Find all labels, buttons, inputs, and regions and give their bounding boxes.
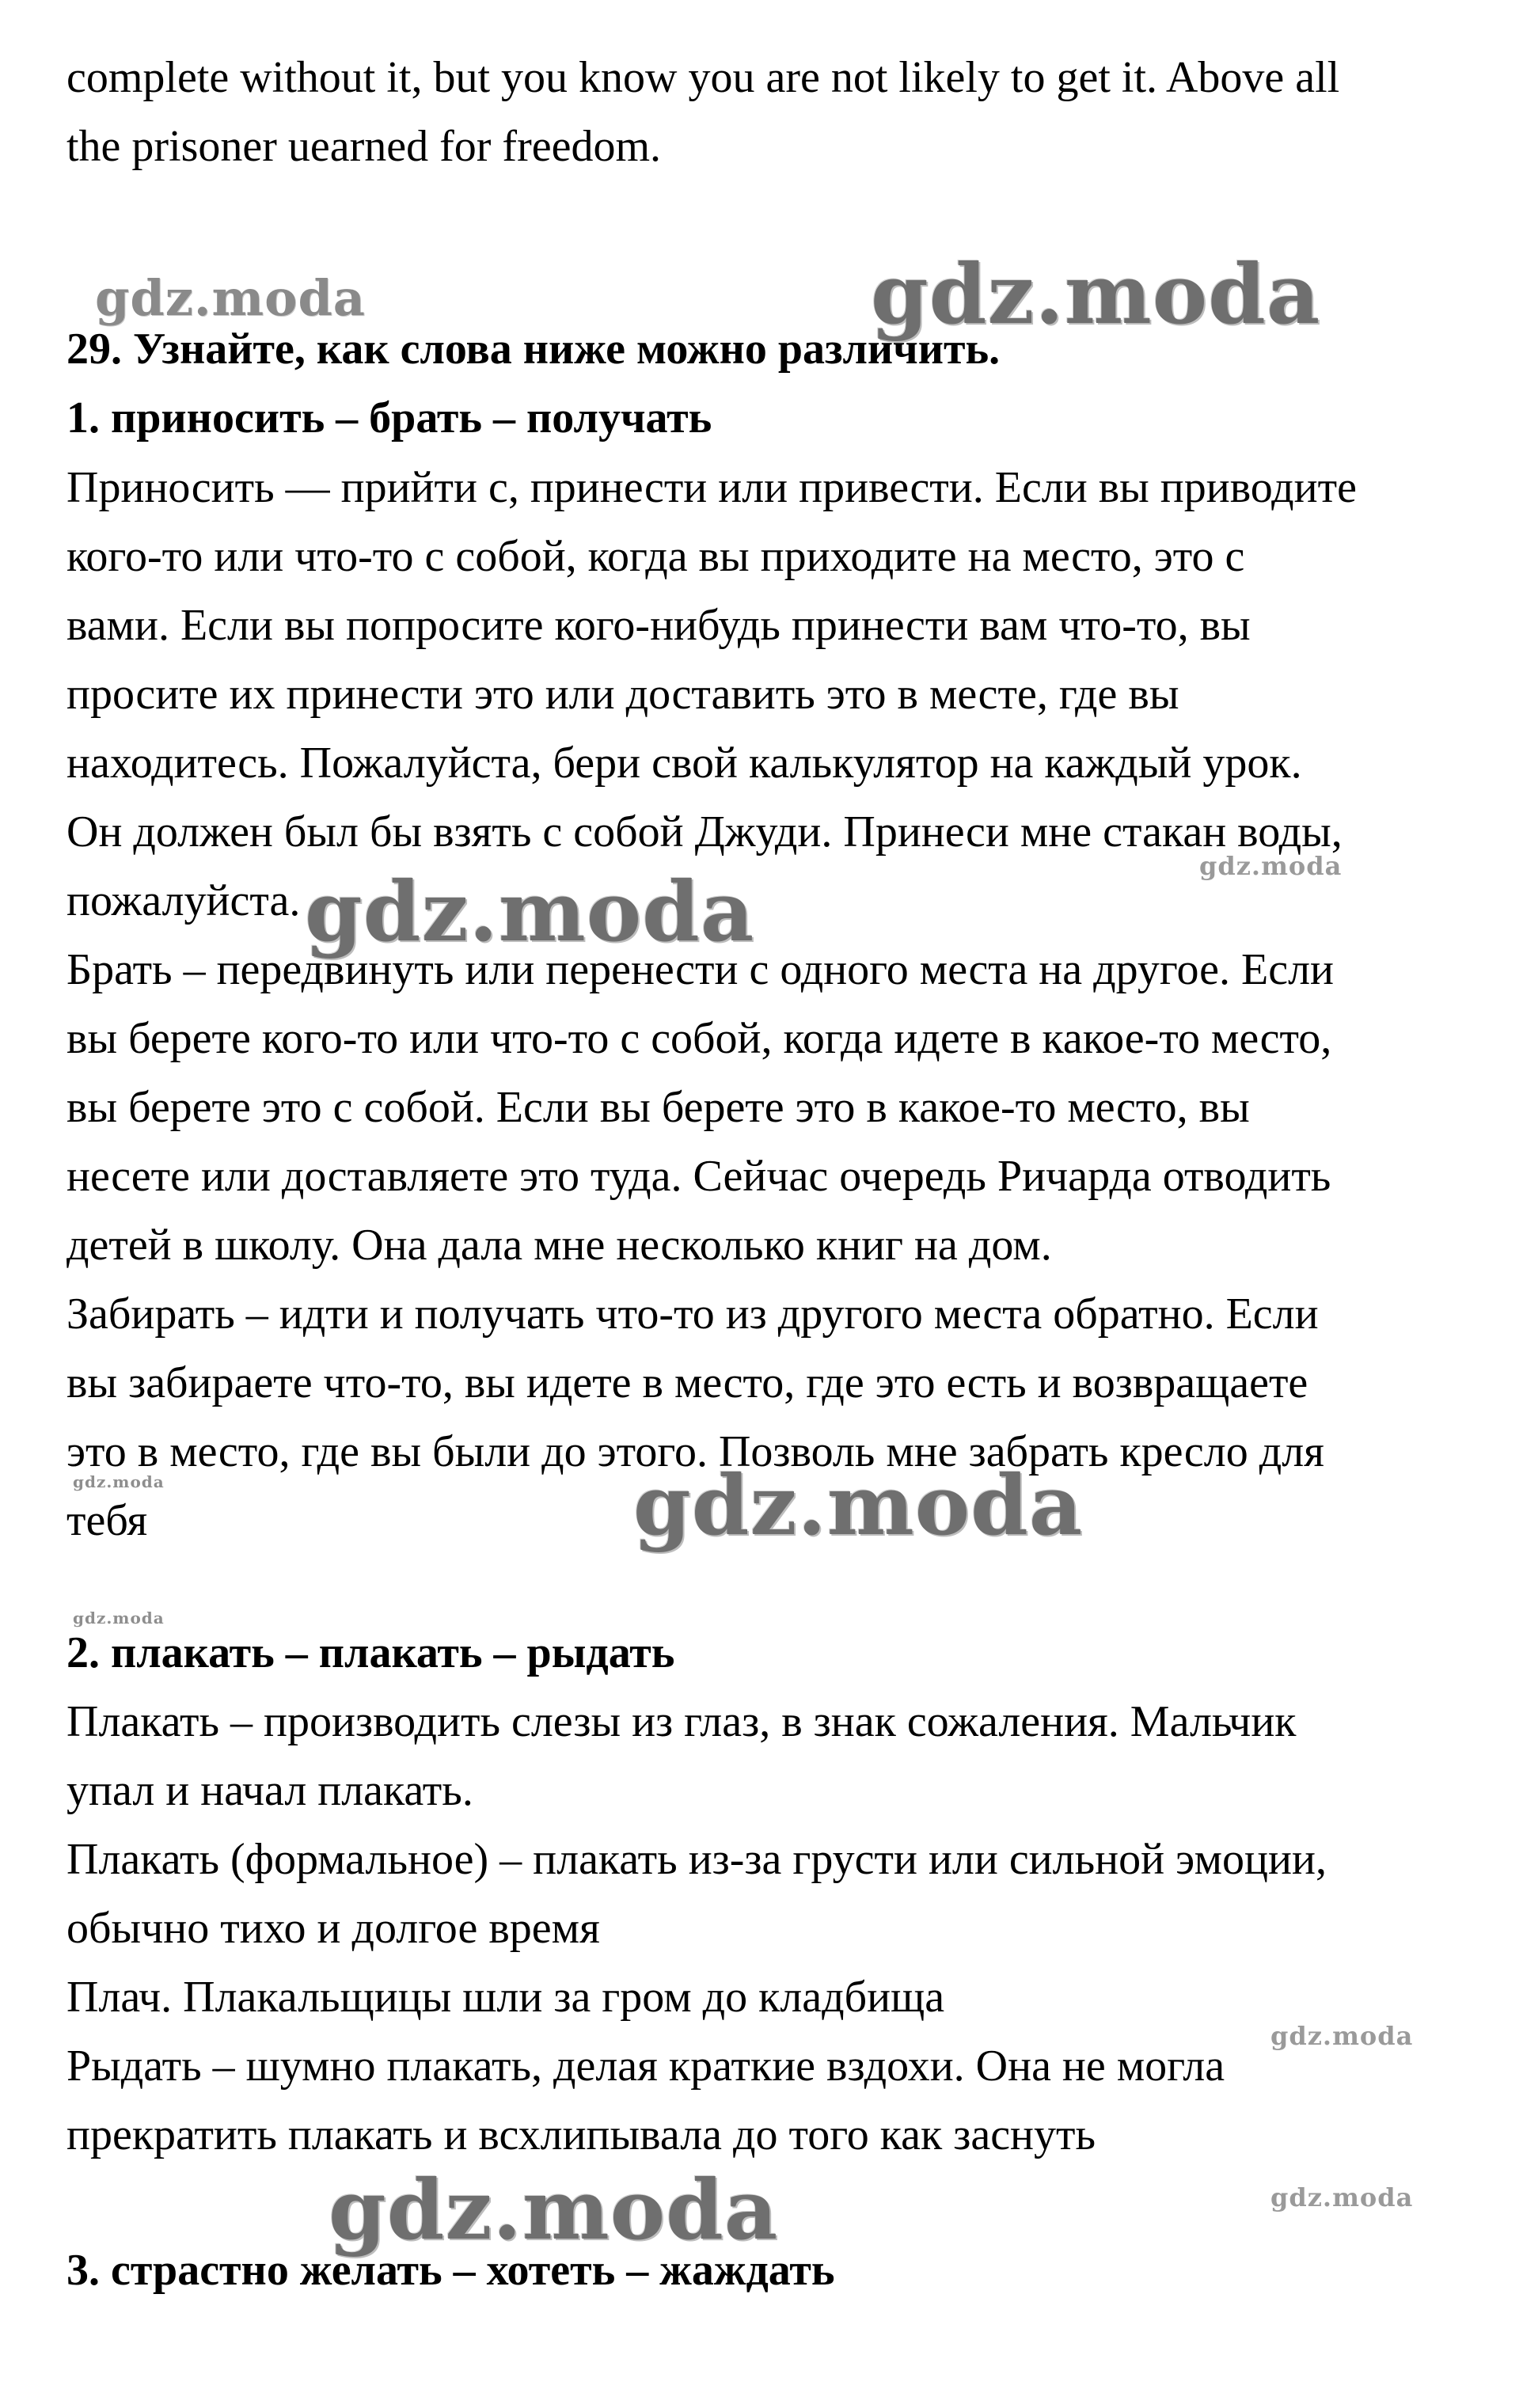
watermark: gdz.moda	[871, 245, 1321, 343]
section-heading: 3. страстно желать – хотеть – жаждать	[66, 2246, 835, 2295]
watermark: gdz.moda	[633, 1457, 1084, 1554]
text-line: это в место, где вы были до этого. Позволь мне забрать кресло для	[66, 1427, 1324, 1476]
watermark: gdz.moda	[1270, 2021, 1414, 2051]
watermark: gdz.moda	[305, 863, 755, 960]
watermark: gdz.moda	[73, 1472, 165, 1491]
text-line: Плакать (формальное) – плакать из-за грусти или сильной эмоции,	[66, 1835, 1327, 1884]
task-heading: 29. Узнайте, как слова ниже можно различить.	[66, 325, 1001, 374]
watermark: gdz.moda	[1199, 851, 1343, 881]
text-line: Брать – передвинуть или перенести с одного места на другое. Если	[66, 945, 1334, 994]
text-line: обычно тихо и долгое время	[66, 1904, 600, 1953]
section-heading: 2. плакать – плакать – рыдать	[66, 1628, 675, 1677]
watermark: gdz.moda	[73, 1608, 165, 1627]
watermark: gdz.moda	[95, 269, 366, 327]
text-line: вами. Если вы попросите кого-нибудь принести вам что-то, вы	[66, 601, 1251, 650]
text-line: упал и начал плакать.	[66, 1766, 473, 1815]
text-line: вы забираете что-то, вы идете в место, где это есть и возвращаете	[66, 1358, 1308, 1407]
text-line: Плач. Плакальщицы шли за гром до кладбища	[66, 1973, 945, 2022]
text-line: тебя	[66, 1496, 148, 1545]
text-line: детей в школу. Она дала мне несколько книг на дом.	[66, 1221, 1052, 1270]
text-line: the prisoner uearned for freedom.	[66, 122, 661, 171]
text-line: Забирать – идти и получать что-то из другого места обратно. Если	[66, 1289, 1319, 1339]
text-line: несете или доставляете это туда. Сейчас очередь Ричарда отводить	[66, 1152, 1331, 1201]
text-line: Приносить — прийти с, принести или привести. Если вы приводите	[66, 463, 1357, 512]
text-line: вы берете это с собой. Если вы берете это в какое-то место, вы	[66, 1083, 1250, 1132]
watermark: gdz.moda	[329, 2161, 779, 2258]
text-line: вы берете кого-то или что-то с собой, когда идете в какое-то место,	[66, 1014, 1332, 1063]
text-line: complete without it, but you know you are not likely to get it. Above all	[66, 53, 1340, 102]
text-line: Он должен был бы взять с собой Джуди. Принеси мне стакан воды,	[66, 807, 1343, 856]
text-line: Рыдать – шумно плакать, делая краткие вздохи. Она не могла	[66, 2041, 1225, 2091]
text-line: Плакать – производить слезы из глаз, в знак сожаления. Мальчик	[66, 1697, 1297, 1746]
text-line: находитесь. Пожалуйста, бери свой калькулятор на каждый урок.	[66, 739, 1302, 788]
text-line: кого-то или что-то с собой, когда вы приходите на место, это с	[66, 532, 1245, 581]
section-heading: 1. приносить – брать – получать	[66, 393, 712, 442]
watermark: gdz.moda	[1270, 2182, 1414, 2212]
text-line: пожалуйста.	[66, 876, 301, 925]
text-line: прекратить плакать и всхлипывала до того как заснуть	[66, 2110, 1096, 2159]
text-line: просите их принести это или доставить это в месте, где вы	[66, 670, 1179, 719]
